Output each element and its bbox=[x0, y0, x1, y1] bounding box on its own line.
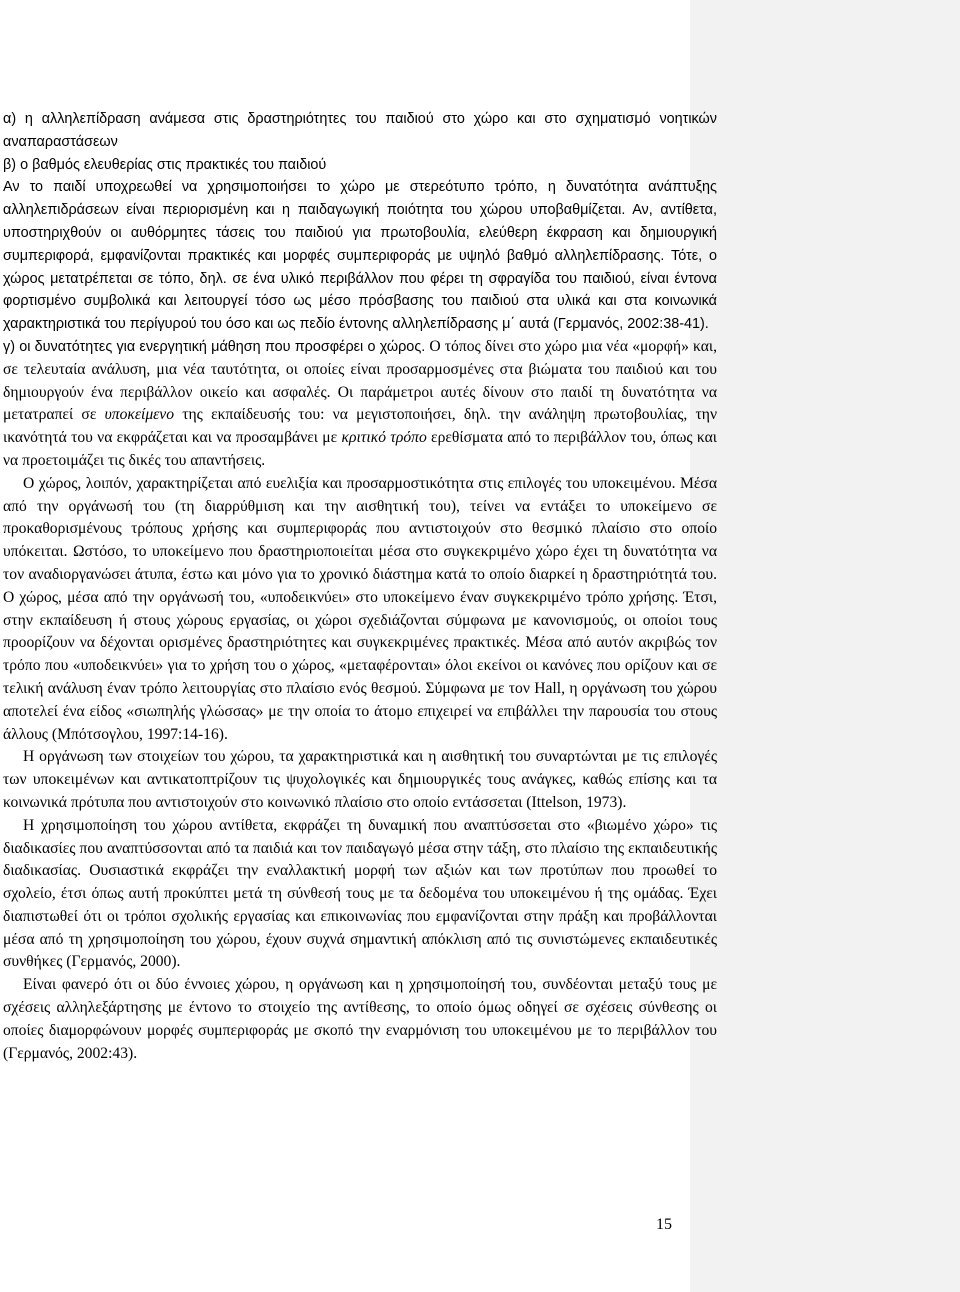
paragraph-p4 bbox=[3, 336, 717, 473]
text-run: υποκείμενο bbox=[104, 406, 175, 424]
text-run: ερεθίσματα από το περιβάλλον του, όπως και να προετοιμάζει τις δικές του απαντήσεις. bbox=[3, 429, 717, 469]
text-run: γ) οι δυνατότητες για ενεργητική μάθηση που προσφέρει ο χώρος. bbox=[3, 338, 426, 355]
text-run: Ο χώρος, λοιπόν, χαρακτηρίζεται από ευελιξία και προσαρμοστικότητα στις επιλογές του υποκειμένου. Μέσα από την οργάνωσή του (τη διαρρύθμιση και την αισθητική του), τείνει να εντάξει το υποκείμενο σε προκαθορισμένους τρόπους χρήσης και συμπεριφοράς που αντιστοιχούν στο θεσμικό πλαίσιο στο οποίο υπόκειται. Ωστόσο, το υποκείμενο που δραστηριοποιείται μέσα στο συγκεκριμένο χώρο έχει τη δυνατότητα να τον αναδιοργανώσει άτυπα, έστω και μόνο για το χρονικό διάστημα κατά το οποίο διαρκεί η δραστηριότητά του. Ο χώρος, μέσα από την οργάνωσή του, «υποδεικνύει» στο υποκείμενο έναν συγκεκριμένο τρόπο χρήσης. Έτσι, στην εκπαίδευση ή στους χώρους εργασίας, οι χώροι σχεδιάζονται σύμφωνα με κανονισμούς, οι οποίοι τους προορίζουν να δέχονται ορισμένες δραστηριότητες και συγκεκριμένες πρακτικές. Μέσα από αυτόν ακριβώς τον τρόπο που «υποδεικνύει» για το χρήση του ο χώρος, «μεταφέρονται» όλοι εκείνοι οι κανόνες που ορίζουν και σε τελική ανάλυση έναν τρόπο λειτουργίας στο πλαίσιο ενός θεσμού. Σύμφωνα με τον Hall, η οργάνωση του χώρου αποτελεί ένα είδος «σιωπηλής γλώσσας» με την οποία το άτομο επιχειρεί να επιβάλλει την παρουσία του στους άλλους (Μπότσογλου, 1997:14-16). bbox=[3, 474, 717, 743]
text-run: Η οργάνωση των στοιχείων του χώρου, τα χαρακτηριστικά και η αισθητική του συναρτώνται με τις επιλογές των υποκειμένων και αντικατοπτρίζουν τις ψυχολογικές και δημιουργικές τους ανάγκες, καθώς επίσης και τα κοινωνικά πρότυπα που αντιστοιχούν στο κοινωνικό πλαίσιο στο οποίο εντάσσεται (Ittelson, 1973). bbox=[3, 748, 717, 811]
paragraph-p8 bbox=[3, 974, 717, 1065]
text-run: Ο τόπος δίνει στο χώρο μια νέα «μορφή» και, σε τελευταία ανάλυση, μια νέα ταυτότητα, οι οποίες είναι προσαρμοσμένες στα βιώματα του παιδιού και του δημιουργούν ένα περιβάλλον οικείο και ασφαλές. Οι παράμετροι αυτές δίνουν στο παιδί τη δυνατότητα να μετατραπεί σε bbox=[3, 337, 717, 424]
text-run: της εκπαίδευσής του: να μεγιστοποιήσει, δηλ. την ανάληψη πρωτοβουλίας, την ικανότητά του να εκφράζεται και να προσαμβάνει με bbox=[3, 406, 717, 447]
text-run: α) η αλληλεπίδραση ανάμεσα στις δραστηριότητες του παιδιού στο χώρο και στο σχηματισμό νοητικών αναπαραστάσεων bbox=[3, 111, 717, 150]
paragraph-p2 bbox=[3, 154, 717, 177]
text-run: κριτικό τρόπο bbox=[341, 429, 427, 447]
page-number: 15 bbox=[656, 1216, 672, 1233]
text-run: β) ο βαθμός ελευθερίας στις πρακτικές του παιδιού bbox=[3, 156, 327, 173]
text-run: Η χρησιμοποίηση του χώρου αντίθετα, εκφράζει τη δυναμική που αναπτύσσεται στο «βιωμένο χώρο» τις διαδικασίες που αναπτύσσονται από τα παιδιά και τον παιδαγωγό μέσα στην τάξη, στο πλαίσιο της εκπαιδευτικής διαδικασίας. Ουσιαστικά εκφράζει την εναλλακτική μορφή των αξιών και των προτύπων που προωθεί το σχολείο, έτσι όπως αυτή προκύπτει μετά τη σύνθεσή τους με τα δεδομένα του υποκειμένου ή της ομάδας. Έχει διαπιστωθεί ότι οι τρόποι σχολικής εργασίας και επικοινωνίας που εμφανίζονται στην πράξη και προβάλλονται μέσα από τη χρησιμοποίηση του χώρου, έχουν συχνά σημαντική απόκλιση από τις συνιστώμενες εκπαιδευτικές συνθήκες (Γερμανός, 2000). bbox=[3, 816, 717, 971]
paragraph-p5 bbox=[3, 473, 717, 747]
text-run: Αν το παιδί υποχρεωθεί να χρησιμοποιήσει το χώρο με στερεότυπο τρόπο, η δυνατότητα ανάπτυξης αλληλεπιδράσεων είναι περιορισμένη και η παιδαγωγική ποιότητα του χώρου υποβαθμίζεται. Αν, αντίθετα, υποστηριχθούν οι αυθόρμητες τάσεις του παιδιού για πρωτοβουλία, ελεύθερη έκφραση και δημιουργική συμπεριφορά, εμφανίζονται πρακτικές και μορφές συμπεριφοράς με υψηλό βαθμό αλληλεπίδρασης. Τότε, ο χώρος μετατρέπεται σε τόπο, δηλ. σε ένα υλικό περιβάλλον που φέρει τη σφραγίδα του παιδιού, είναι έντονα φορτισμένο συμβολικά και λειτουργεί τόσο ως μέσο πρόσβασης του παιδιού στα υλικά και στα κοινωνικά χαρακτηριστικά του περίγυρού του όσο και ως πεδίο έντονης αλληλεπίδρασης μ΄ αυτά (Γερμανός, 2002:38-41). bbox=[3, 179, 717, 333]
comment-margin-panel bbox=[690, 0, 960, 1292]
document-body bbox=[3, 108, 717, 1065]
paragraph-p1 bbox=[3, 108, 717, 154]
paragraph-p7 bbox=[3, 815, 717, 975]
paragraph-p3 bbox=[3, 176, 717, 336]
paragraph-p6 bbox=[3, 746, 717, 814]
text-run: Είναι φανερό ότι οι δύο έννοιες χώρου, η οργάνωση και η χρησιμοποίησή του, συνδέονται μεταξύ τους με σχέσεις αλληλεξάρτησης με έντονο το στοιχείο της αντίθεσης, το οποίο όμως οδηγεί σε σχέσεις σύνθεσης οι οποίες διαμορφώνουν μορφές συμπεριφοράς με σκοπό την εναρμόνιση του υποκειμένου με το περιβάλλον του (Γερμανός, 2002:43). bbox=[3, 976, 717, 1062]
